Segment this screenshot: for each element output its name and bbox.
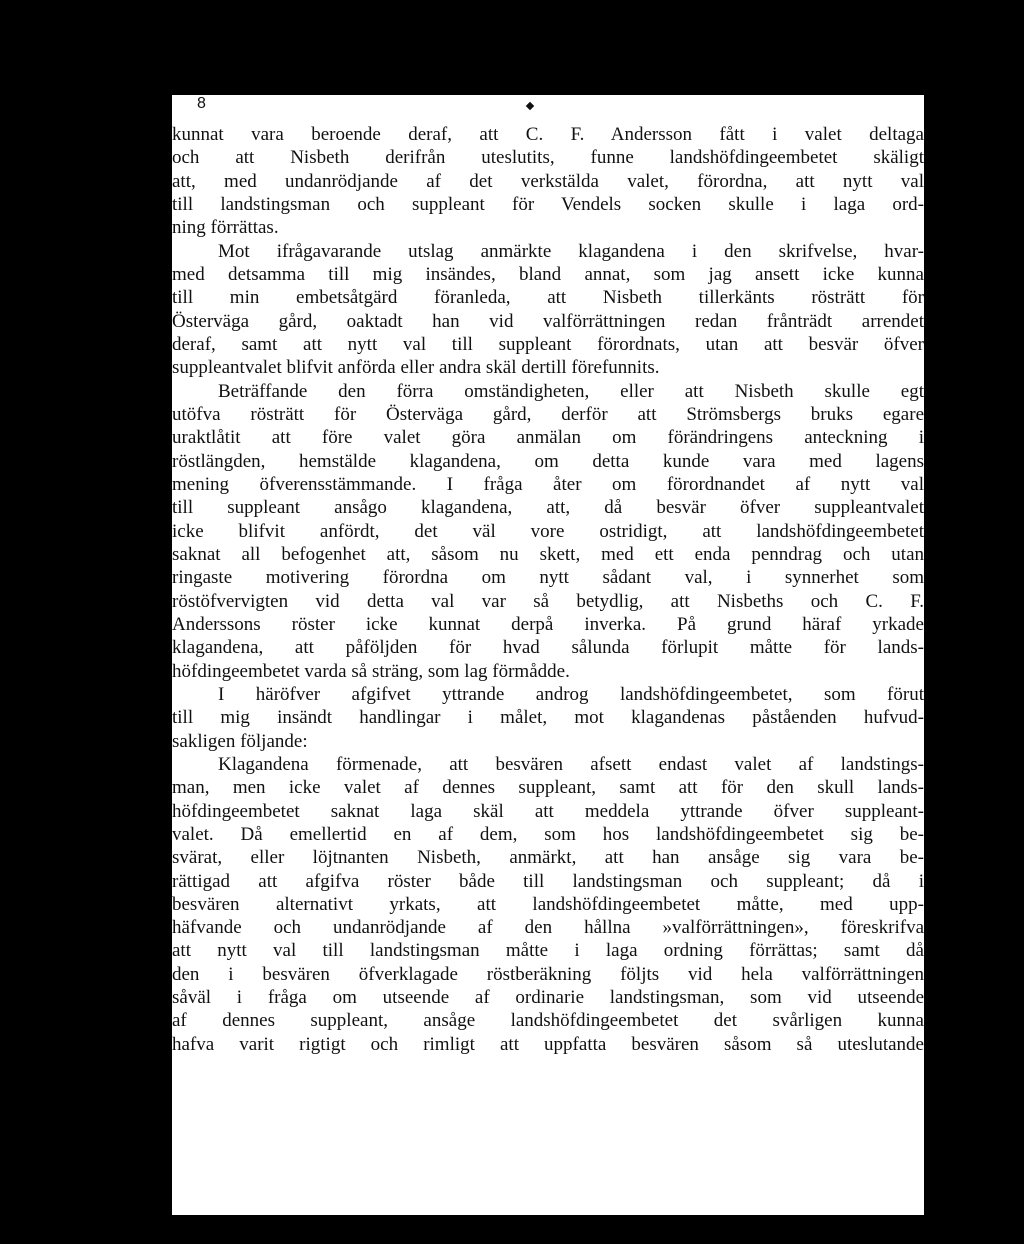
text-line: saknat all befogenhet att, såsom nu skett, med ett enda penndrag och utan xyxy=(172,543,924,565)
text-line: utöfva rösträtt för Österväga gård, derför att Strömsbergs bruks egare xyxy=(172,403,924,425)
text-line: såväl i fråga om utseende af ordinarie landstingsman, som vid utseende xyxy=(172,987,924,1009)
text-line: suppleantvalet blifvit anförda eller andra skäl dertill förefunnits. xyxy=(172,357,660,379)
text-line: uraktlåtit att före valet göra anmälan om förändringens anteckning i xyxy=(172,427,924,449)
text-line: att, med undanrödjande af det verkstälda valet, förordna, att nytt val xyxy=(172,170,924,192)
text-line: röstlängden, hemstälde klagandena, om detta kunde vara med lagens xyxy=(172,450,924,472)
text-line: Mot ifrågavarande utslag anmärkte klagandena i den skrifvelse, hvar- xyxy=(218,240,924,262)
text-line: svärat, eller löjtnanten Nisbeth, anmärkt, att han ansåge sig vara be- xyxy=(172,847,924,869)
text-line: icke blifvit anfördt, det väl vore ostridigt, att landshöfdingeembetet xyxy=(172,520,924,542)
page-number: 8 xyxy=(197,95,206,112)
text-line: att nytt val till landstingsman måtte i laga ordning förrättas; samt då xyxy=(172,940,924,962)
text-line: deraf, samt att nytt val till suppleant förordnats, utan att besvär öfver xyxy=(172,333,924,355)
text-line: sakligen följande: xyxy=(172,730,308,752)
text-line: ning förrättas. xyxy=(172,217,279,239)
text-line: höfdingeembetet varda så sträng, som lag förmådde. xyxy=(172,660,570,682)
text-line: häfvande och undanrödjande af den hållna »valförrättningen», föreskrifva xyxy=(172,917,924,939)
text-line: Klagandena förmenade, att besvären afsett endast valet af landstings- xyxy=(218,753,924,775)
text-line: Österväga gård, oaktadt han vid valförrättningen redan frånträdt arrendet xyxy=(172,310,924,332)
body-text xyxy=(172,123,924,1056)
dot-mark xyxy=(526,102,534,110)
text-line: Beträffande den förra omständigheten, eller att Nisbeth skulle egt xyxy=(218,380,924,402)
text-line: rättigad att afgifva röster både till landstingsman och suppleant; då i xyxy=(172,870,924,892)
text-line: hafva varit rigtigt och rimligt att uppfatta besvären såsom så uteslutande xyxy=(172,1033,924,1055)
text-line: af dennes suppleant, ansåge landshöfdingeembetet det svårligen kunna xyxy=(172,1010,924,1032)
text-line: Anderssons röster icke kunnat derpå inverka. På grund häraf yrkade xyxy=(172,613,924,635)
text-line: till suppleant ansågo klagandena, att, då besvär öfver suppleantvalet xyxy=(172,497,924,519)
text-line: mening öfverensstämmande. I fråga åter om förordnandet af nytt val xyxy=(172,473,924,495)
text-line: till landstingsman och suppleant för Vendels socken skulle i laga ord- xyxy=(172,193,924,215)
text-line: den i besvären öfverklagade röstberäkning följts vid hela valförrättningen xyxy=(172,963,924,985)
text-line: besvären alternativt yrkats, att landshöfdingeembetet måtte, med upp- xyxy=(172,893,924,915)
text-line: kunnat vara beroende deraf, att C. F. Andersson fått i valet deltaga xyxy=(172,124,924,145)
page-content xyxy=(172,95,924,1215)
text-line: till mig insändt handlingar i målet, mot klagandenas påståenden hufvud- xyxy=(172,707,924,729)
text-line: röstöfvervigten vid detta val var så betydlig, att Nisbeths och C. F. xyxy=(172,590,924,612)
text-line: I häröfver afgifvet yttrande androg landshöfdingeembetet, som förut xyxy=(218,683,924,705)
text-line: man, men icke valet af dennes suppleant, samt att för den skull lands- xyxy=(172,777,924,799)
text-line: ringaste motivering förordna om nytt sådant val, i synnerhet som xyxy=(172,567,924,589)
text-line: till min embetsåtgärd föranleda, att Nisbeth tillerkänts rösträtt för xyxy=(172,287,924,309)
text-line: med detsamma till mig insändes, bland annat, som jag ansett icke kunna xyxy=(172,263,924,285)
text-line: höfdingeembetet saknat laga skäl att meddela yttrande öfver suppleant- xyxy=(172,800,924,822)
text-line: och att Nisbeth derifrån uteslutits, funne landshöfdingeembetet skäligt xyxy=(172,147,924,169)
text-line: valet. Då emellertid en af dem, som hos landshöfdingeembetet sig be- xyxy=(172,823,924,845)
text-line: klagandena, att påföljden för hvad sålunda förlupit måtte för lands- xyxy=(172,637,924,659)
